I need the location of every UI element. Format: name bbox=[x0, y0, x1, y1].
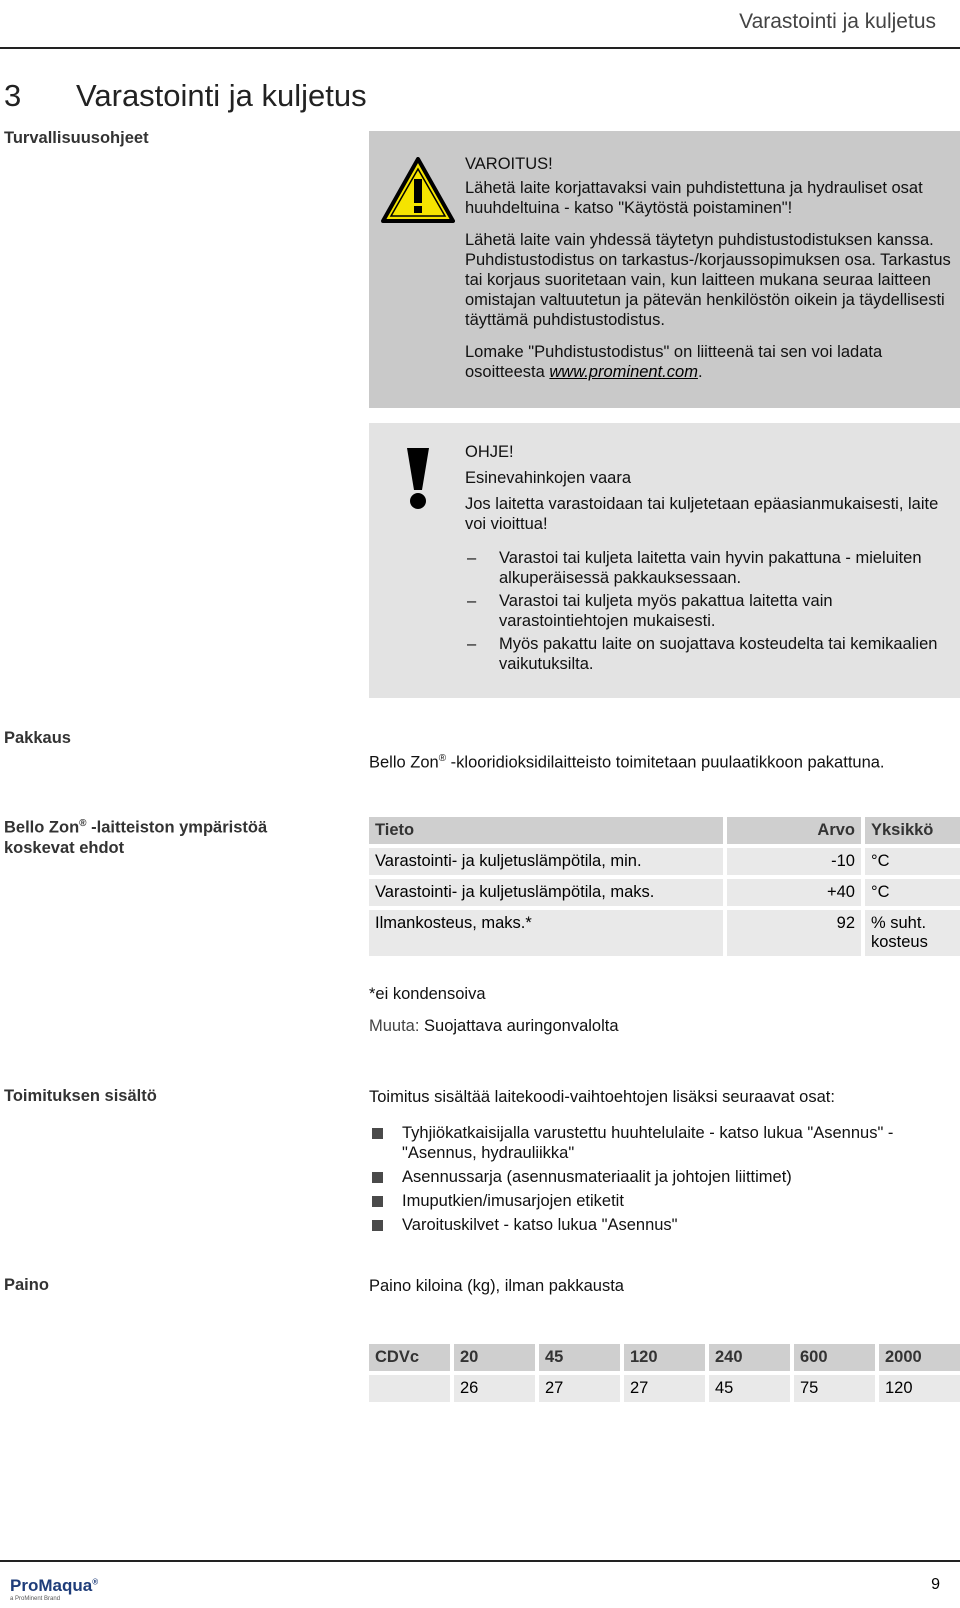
warning-paragraph-2: Lähetä laite vain yhdessä täytetyn puhdistustodistuksen kanssa. Puhdistustodistus on tarkastus-/korjaussopimuksen osa. Tarkastus tai korjaus suoritetaan vain, kun laitteen mukana seuraa laitteen omistajan valtuutetun ja pätevän henkilöstön oikein ja täydellisesti täyttämä puhdistustodistus. bbox=[465, 231, 951, 329]
weight-text: Paino kiloina (kg), ilman pakkausta bbox=[369, 1277, 624, 1295]
product-name: Bello Zon bbox=[369, 753, 439, 772]
list-item-text: Myös pakattu laite on suojattava kosteudelta tai kemikaalien vaikutuksilta. bbox=[499, 635, 938, 673]
column-header: 120 bbox=[624, 1344, 705, 1371]
table-cell: % suht. kosteus bbox=[865, 910, 960, 956]
registered-mark: ® bbox=[79, 818, 87, 829]
table-cell: 27 bbox=[624, 1375, 705, 1402]
column-header: Tieto bbox=[369, 817, 723, 844]
environment-heading bbox=[4, 814, 314, 858]
table-cell: °C bbox=[865, 848, 960, 875]
table-header-row bbox=[369, 1344, 960, 1371]
registered-mark: ® bbox=[92, 1577, 99, 1587]
environment-footnote: *ei kondensoiva bbox=[369, 985, 486, 1003]
square-bullet-icon bbox=[372, 1196, 383, 1207]
remark-text: Suojattava auringonvalolta bbox=[419, 1017, 619, 1035]
table-cell: 120 bbox=[879, 1375, 960, 1402]
table-cell: -10 bbox=[727, 848, 861, 875]
list-item bbox=[369, 1123, 949, 1163]
weight-table bbox=[365, 1340, 960, 1406]
promaqua-logo bbox=[10, 1576, 98, 1596]
delivery-intro: Toimitus sisältää laitekoodi-vaihtoehtojen lisäksi seuraavat osat: bbox=[369, 1088, 835, 1106]
warning-p3-end: . bbox=[697, 363, 703, 381]
header-rule bbox=[0, 47, 960, 49]
list-item bbox=[369, 1167, 949, 1187]
list-item-text: Asennussarja (asennusmateriaalit ja johtojen liittimet) bbox=[402, 1168, 792, 1186]
delivery-list bbox=[369, 1123, 949, 1235]
page-number: 9 bbox=[931, 1576, 940, 1593]
column-header: 240 bbox=[709, 1344, 790, 1371]
packaging-sentence: -klooridioksidilaitteisto toimitetaan puulaatikkoon pakattuna. bbox=[446, 753, 885, 772]
column-header: CDVc bbox=[369, 1344, 450, 1371]
remark-label: Muuta: bbox=[369, 1017, 420, 1035]
table-cell: Ilmankosteus, maks.* bbox=[369, 910, 723, 956]
list-item-text: Varastoi tai kuljeta laitetta vain hyvin pakattuna - mieluiten alkuperäisessä pakkauksessaan. bbox=[499, 549, 922, 587]
running-header: Varastointi ja kuljetus bbox=[739, 10, 936, 33]
table-cell: 92 bbox=[727, 910, 861, 956]
chapter-title-text: Varastointi ja kuljetus bbox=[76, 78, 367, 113]
list-item-text: Imuputkien/imusarjojen etiketit bbox=[402, 1192, 624, 1210]
warning-label: VAROITUS! bbox=[465, 155, 553, 173]
table-cell: 75 bbox=[794, 1375, 875, 1402]
warning-paragraph-3 bbox=[465, 342, 955, 382]
table-cell bbox=[369, 1375, 450, 1402]
table-row bbox=[369, 879, 960, 906]
column-header: Arvo bbox=[727, 817, 861, 844]
warning-paragraph-1: Lähetä laite korjattavaksi vain puhdistettuna ja hydrauliset osat huuhdeltuina - katso "Käytöstä poistaminen"! bbox=[465, 179, 923, 217]
environment-table bbox=[365, 813, 960, 960]
delivery-heading: Toimituksen sisältö bbox=[4, 1087, 157, 1105]
note-label: OHJE! bbox=[465, 443, 514, 461]
env-heading-product: Bello Zon bbox=[4, 818, 80, 837]
column-header: 2000 bbox=[879, 1344, 960, 1371]
list-item-text: Varastoi tai kuljeta myös pakattua laitetta vain varastointiehtojen mukaisesti. bbox=[499, 592, 833, 630]
dash-bullet: – bbox=[467, 635, 477, 653]
table-cell: Varastointi- ja kuljetuslämpötila, min. bbox=[369, 848, 723, 875]
column-header: Yksikkö bbox=[865, 817, 960, 844]
list-item bbox=[369, 1191, 949, 1211]
list-item bbox=[465, 634, 955, 674]
list-item bbox=[465, 548, 955, 588]
chapter-title bbox=[4, 78, 367, 114]
column-header: 45 bbox=[539, 1344, 620, 1371]
delivery-section bbox=[369, 1087, 949, 1239]
warning-p3-text: Lomake "Puhdistustodistus" on liitteenä tai sen voi ladata osoitteesta bbox=[465, 343, 883, 381]
column-header: 20 bbox=[454, 1344, 535, 1371]
table-row bbox=[369, 848, 960, 875]
chapter-number: 3 bbox=[4, 78, 22, 113]
square-bullet-icon bbox=[372, 1220, 383, 1231]
registered-mark: ® bbox=[438, 753, 447, 764]
note-subtitle: Esinevahinkojen vaara bbox=[465, 469, 632, 487]
note-text: Jos laitetta varastoidaan tai kuljetetaan epäasianmukaisesti, laite voi vioittua! bbox=[465, 495, 939, 533]
footer-rule bbox=[0, 1560, 960, 1562]
square-bullet-icon bbox=[372, 1128, 383, 1139]
note-list bbox=[465, 548, 955, 674]
warning-triangle-icon bbox=[381, 157, 455, 223]
note-content bbox=[465, 442, 955, 677]
dash-bullet: – bbox=[467, 592, 477, 610]
square-bullet-icon bbox=[372, 1172, 383, 1183]
table-header-row bbox=[369, 817, 960, 844]
weight-heading: Paino bbox=[4, 1276, 49, 1294]
warning-content bbox=[465, 154, 955, 394]
table-row bbox=[369, 910, 960, 956]
table-cell: 26 bbox=[454, 1375, 535, 1402]
list-item bbox=[369, 1215, 949, 1235]
table-row bbox=[369, 1375, 960, 1402]
packaging-heading: Pakkaus bbox=[4, 729, 71, 747]
table-cell: Varastointi- ja kuljetuslämpötila, maks. bbox=[369, 879, 723, 906]
list-item-text: Varoituskilvet - katso lukua "Asennus" bbox=[402, 1216, 678, 1234]
table-cell: 27 bbox=[539, 1375, 620, 1402]
exclamation-icon bbox=[405, 448, 431, 510]
packaging-text bbox=[369, 749, 960, 773]
env-heading-rest: -laitteiston ympäristöä koskevat ehdot bbox=[4, 818, 268, 857]
list-item-text: Tyhjiökatkaisijalla varustettu huuhtelulaite - katso lukua "Asennus" - "Asennus, hydrauliikka" bbox=[402, 1124, 894, 1162]
prominent-link[interactable]: www.prominent.com bbox=[549, 363, 698, 381]
dash-bullet: – bbox=[467, 549, 477, 567]
logo-text: ProMaqua bbox=[10, 1576, 93, 1595]
column-header: 600 bbox=[794, 1344, 875, 1371]
logo-subtitle: a ProMinent Brand bbox=[10, 1596, 61, 1602]
table-cell: °C bbox=[865, 879, 960, 906]
table-cell: 45 bbox=[709, 1375, 790, 1402]
safety-heading: Turvallisuusohjeet bbox=[4, 129, 149, 147]
table-cell: +40 bbox=[727, 879, 861, 906]
environment-remark bbox=[369, 1016, 619, 1036]
list-item bbox=[465, 591, 955, 631]
